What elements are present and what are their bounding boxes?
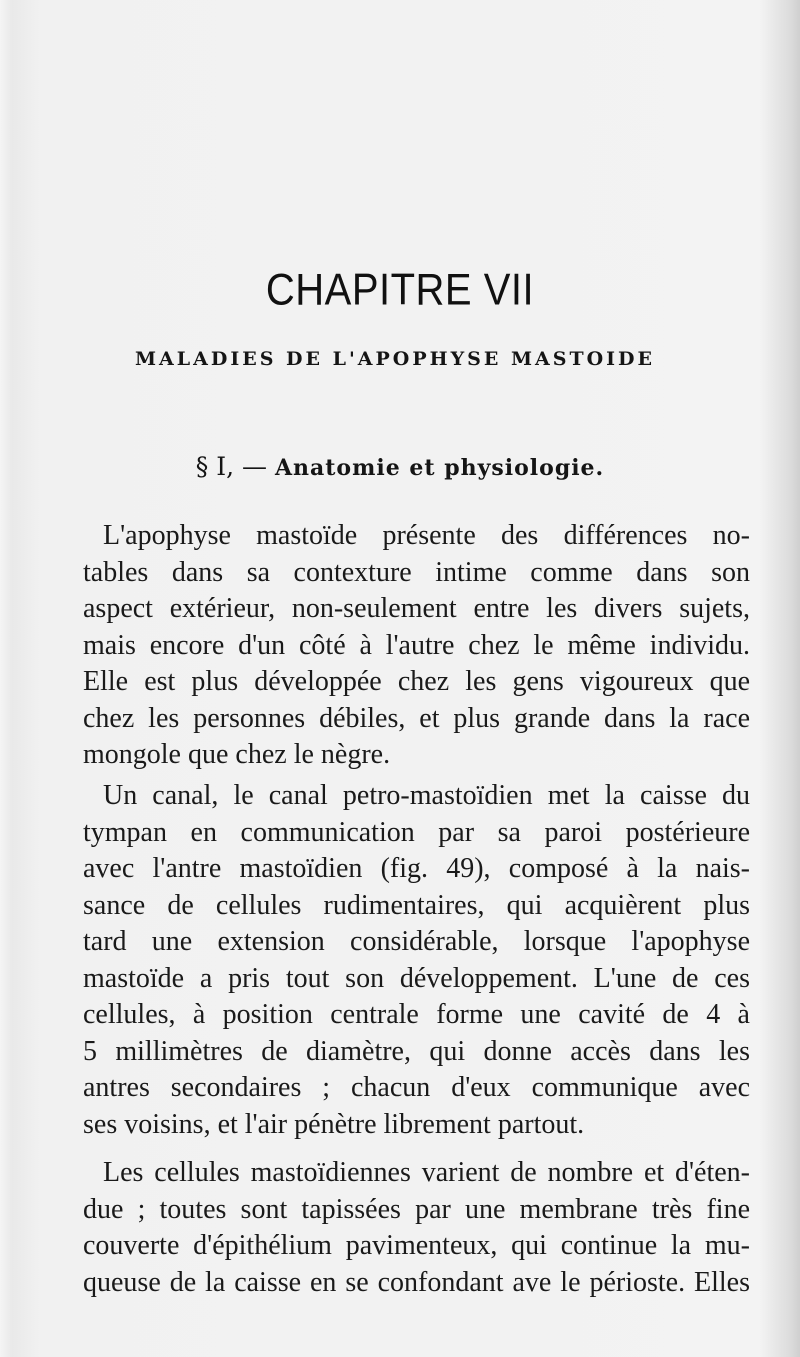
text-line: mongole que chez le nègre. xyxy=(83,739,391,770)
text-line: sance de cellules rudimentaires, qui acquièrent plus xyxy=(83,889,750,921)
section-heading xyxy=(0,452,800,481)
chapter-title: CHAPITRE VII xyxy=(265,265,535,315)
text-line: due ; toutes sont tapissées par une membrane très fine xyxy=(83,1193,750,1225)
text-line: aspect extérieur, non-seulement entre les divers sujets, xyxy=(83,593,750,624)
text-line: antres secondaires ; chacun d'eux communique avec xyxy=(83,1072,750,1103)
chapter-subtitle: MALADIES DE L'APOPHYSE MASTOIDE xyxy=(134,348,656,370)
text-line: chez les personnes débiles, et plus grande dans la race xyxy=(83,702,750,734)
text-line: mastoïde a pris tout son développement. L'une de ces xyxy=(83,962,750,994)
paragraph-3 xyxy=(83,1155,750,1301)
text-line: Un canal, le canal petro-mastoïdien met la caisse du xyxy=(103,780,750,811)
text-line: cellules, à position centrale forme une cavité de 4 à xyxy=(83,999,750,1030)
text-line: 5 millimètres de diamètre, qui donne accès dans les xyxy=(83,1035,750,1067)
text-line: couverte d'épithélium pavimenteux, qui continue la mu- xyxy=(83,1230,750,1261)
text-line: avec l'antre mastoïdien (fig. 49), composé à la nais- xyxy=(83,853,750,884)
text-line: queuse de la caisse en se confondant ave le périoste. Elles xyxy=(83,1266,750,1298)
text-line: tables dans sa contexture intime comme dans son xyxy=(83,556,750,588)
section-number: § I, — xyxy=(195,452,267,481)
paragraph-1 xyxy=(83,518,750,774)
text-line: ses voisins, et l'air pénètre librement partout. xyxy=(83,1108,585,1140)
text-line: tympan en communication par sa paroi postérieure xyxy=(83,816,750,848)
text-line: L'apophyse mastoïde présente des différences no- xyxy=(103,520,750,551)
text-line: tard une extension considérable, lorsque l'apophyse xyxy=(83,926,750,957)
paragraph-2 xyxy=(83,778,750,1143)
text-line: mais encore d'un côté à l'autre chez le même individu. xyxy=(83,629,750,661)
section-title: Anatomie et physiologie. xyxy=(274,455,605,481)
text-line: Les cellules mastoïdiennes varient de nombre et d'éten- xyxy=(103,1157,750,1188)
text-line: Elle est plus développée chez les gens vigoureux que xyxy=(83,666,750,697)
